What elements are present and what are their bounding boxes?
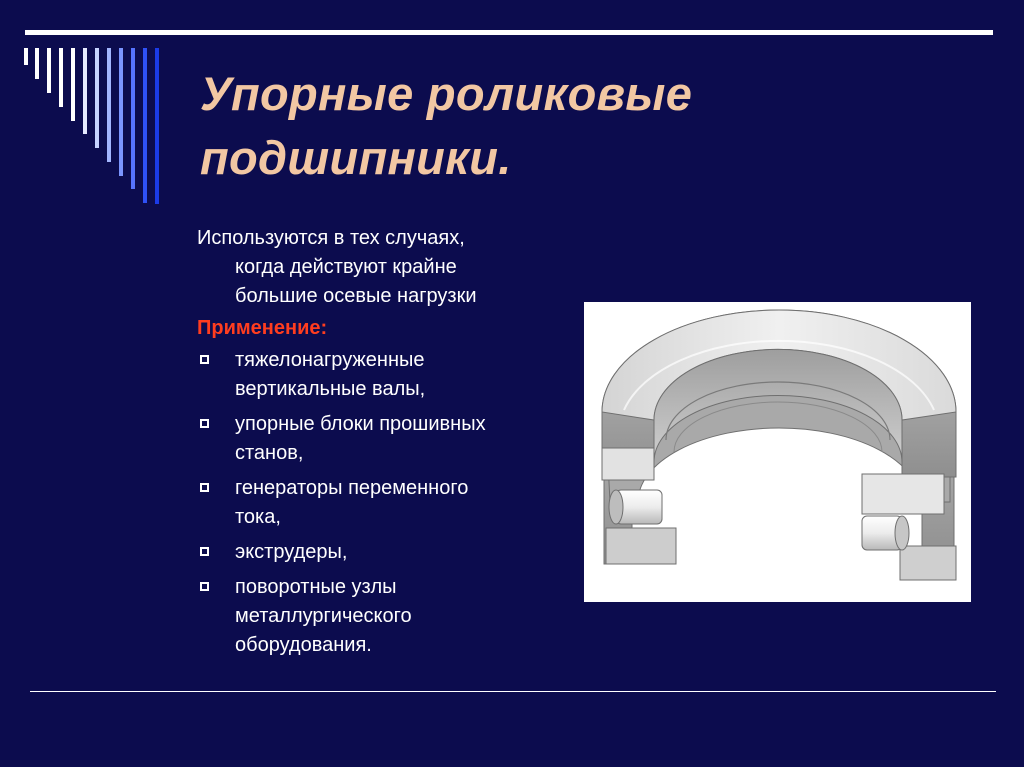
list-item-line: вертикальные валы, <box>235 378 426 400</box>
list-item <box>197 474 577 532</box>
list-item-line: станов, <box>235 442 304 464</box>
list-item-line: экструдеры, <box>235 541 348 563</box>
square-bullet-icon <box>200 355 209 364</box>
intro-line: когда действуют крайне <box>235 256 457 278</box>
square-bullet-icon <box>200 483 209 492</box>
list-item-line: тяжелонагруженные <box>235 349 425 371</box>
application-list <box>197 346 577 660</box>
title-line: подшипники. <box>200 131 512 184</box>
application-heading: Применение: <box>197 317 328 339</box>
list-item <box>197 538 577 567</box>
bottom-rule <box>30 691 996 692</box>
list-item-line: поворотные узлы <box>235 576 397 598</box>
list-item-line: оборудования. <box>235 634 372 656</box>
decorative-stripes <box>0 0 180 220</box>
intro-paragraph <box>197 224 577 311</box>
list-item-line: тока, <box>235 506 281 528</box>
slide-title <box>200 62 960 190</box>
list-item <box>197 573 577 660</box>
list-item-line: упорные блоки прошивных <box>235 413 486 435</box>
title-line: Упорные роликовые <box>200 67 693 120</box>
intro-line: большие осевые нагрузки <box>235 285 477 307</box>
thrust-roller-bearing-icon <box>584 302 971 602</box>
slide-body <box>197 224 577 666</box>
square-bullet-icon <box>200 582 209 591</box>
square-bullet-icon <box>200 547 209 556</box>
square-bullet-icon <box>200 419 209 428</box>
list-item-line: генераторы переменного <box>235 477 469 499</box>
list-item-line: металлургического <box>235 605 412 627</box>
intro-line: Используются в тех случаях, <box>197 227 465 249</box>
list-item <box>197 410 577 468</box>
bearing-image <box>584 302 971 602</box>
list-item <box>197 346 577 404</box>
